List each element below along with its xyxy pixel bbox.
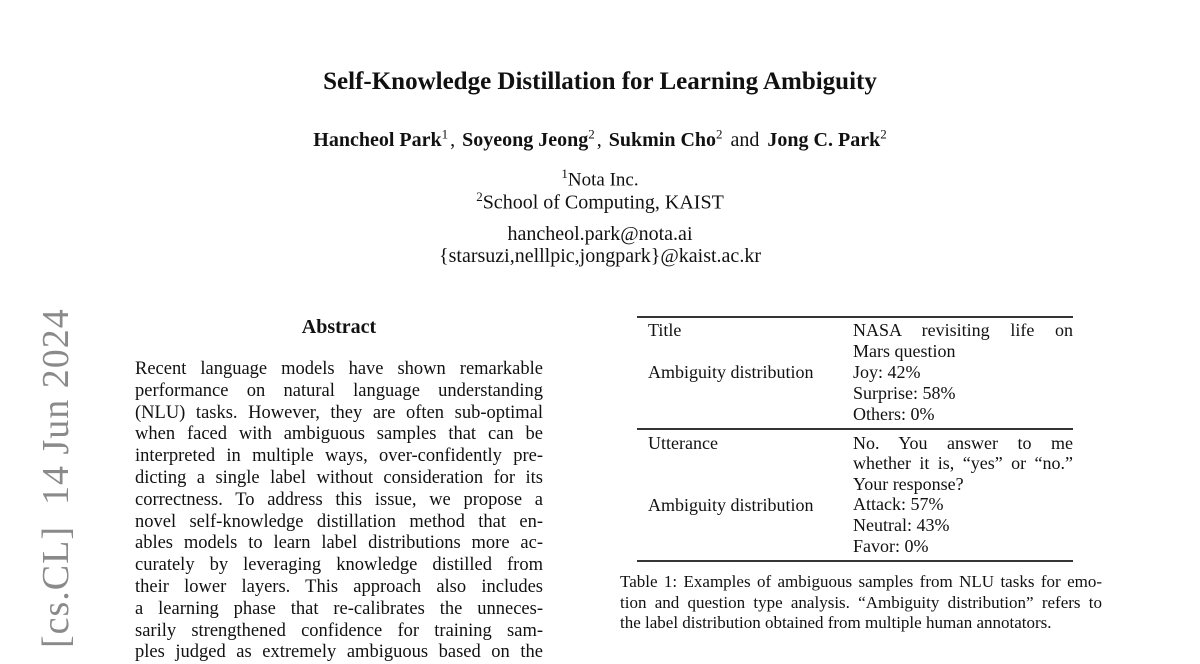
table-field-ambiguity-distribution: Ambiguity distribution xyxy=(648,362,814,382)
author-3-name: Sukmin Cho xyxy=(608,128,717,151)
abstract-line: Recent language models have shown remarkable xyxy=(135,359,543,379)
affiliation-2-name: School of Computing, KAIST xyxy=(482,191,724,214)
abstract-line: curately by leveraging knowledge distilled from xyxy=(135,555,543,576)
author-3 xyxy=(608,126,723,151)
affiliation-2-mark: 2 xyxy=(476,189,483,204)
abstract-line: dicting a single label without consideration for its xyxy=(135,467,543,488)
abstract-line-clipped: ples judged as extremely ambiguous based on the xyxy=(135,642,543,663)
email-line-2: {starsuzi,nelllpic,jongpark}@kaist.ac.kr xyxy=(439,245,761,267)
email-line-1: hancheol.park@nota.ai xyxy=(507,223,693,245)
table-field-ambiguity-distribution: Ambiguity distribution xyxy=(648,494,814,515)
table-value-line: whether it is, “yes” or “no.” xyxy=(853,453,1073,474)
table-value-line: Joy: 42% xyxy=(853,362,921,382)
author-line xyxy=(0,126,1200,152)
table-caption-line: the label distribution obtained from multiple human annotators. xyxy=(620,613,1052,632)
author-4-name: Jong C. Park xyxy=(767,128,881,151)
author-2-name: Soyeong Jeong xyxy=(462,128,589,151)
abstract-line: performance on natural language understanding xyxy=(135,380,543,401)
abstract-line: (NLU) tasks. However, they are often sub-optimal xyxy=(135,402,543,423)
affiliation-2 xyxy=(0,189,1200,215)
author-and: and xyxy=(730,128,760,151)
abstract-heading: Abstract xyxy=(301,316,377,338)
paper-title: Self-Knowledge Distillation for Learning Ambiguity xyxy=(323,68,877,95)
affiliation-1-mark: 1 xyxy=(561,166,568,181)
table-field-utterance: Utterance xyxy=(648,432,718,453)
abstract-line: when faced with ambiguous samples that can be xyxy=(135,424,543,445)
table-value-line: No. You answer to me xyxy=(853,432,1073,453)
abstract-line: correctness. To address this issue, we propose a xyxy=(135,489,543,510)
author-1-name: Hancheol Park xyxy=(313,128,442,151)
abstract-line: sarily strengthened confidence for training sam- xyxy=(135,620,543,641)
author-4-affiliation-mark: 2 xyxy=(880,126,887,141)
table-1 xyxy=(637,316,1073,562)
author-1 xyxy=(313,126,449,151)
table-value-line: NASA revisiting life on xyxy=(853,320,1073,340)
table-caption-line: Table 1: Examples of ambiguous samples from NLU tasks for emo- xyxy=(620,572,1102,591)
author-3-affiliation-mark: 2 xyxy=(716,126,723,141)
author-separator: , xyxy=(596,128,602,151)
table-value-line: Favor: 0% xyxy=(853,535,929,556)
table-bottom-rule xyxy=(637,560,1073,562)
author-1-affiliation-mark: 1 xyxy=(441,126,449,141)
table-field-title: Title xyxy=(648,320,682,340)
table-row xyxy=(637,318,1073,428)
table-values xyxy=(853,320,1073,425)
abstract-body xyxy=(135,359,543,664)
author-2 xyxy=(462,126,595,151)
author-separator: , xyxy=(450,128,456,151)
affiliation-1 xyxy=(0,166,1200,191)
table-value-line: Your response? xyxy=(853,473,964,494)
abstract-line: their lower layers. This approach also includes xyxy=(135,576,543,597)
table-row xyxy=(637,430,1073,560)
table-values xyxy=(853,433,1073,557)
affiliation-1-name: Nota Inc. xyxy=(567,169,639,191)
table-value-line: Neutral: 43% xyxy=(853,514,950,535)
abstract-line: interpreted in multiple ways, over-confidently pre- xyxy=(135,446,543,467)
table-value-line: Surprise: 58% xyxy=(853,383,956,403)
table-caption-line: tion and question type analysis. “Ambiguity distribution” refers to xyxy=(620,592,1102,612)
arxiv-watermark: [cs.CL] 14 Jun 2024 xyxy=(35,308,77,648)
abstract-line: ables models to learn label distributions more ac- xyxy=(135,533,543,554)
table-value-line: Mars question xyxy=(853,341,956,361)
table-caption xyxy=(620,572,1102,634)
abstract-line: novel self-knowledge distillation method that en- xyxy=(135,511,543,532)
author-4 xyxy=(767,126,887,151)
table-value-line: Others: 0% xyxy=(853,404,935,424)
table-value-line: Attack: 57% xyxy=(853,494,944,515)
abstract-line: a learning phase that re-calibrates the unneces- xyxy=(135,598,543,619)
author-2-affiliation-mark: 2 xyxy=(588,126,595,141)
